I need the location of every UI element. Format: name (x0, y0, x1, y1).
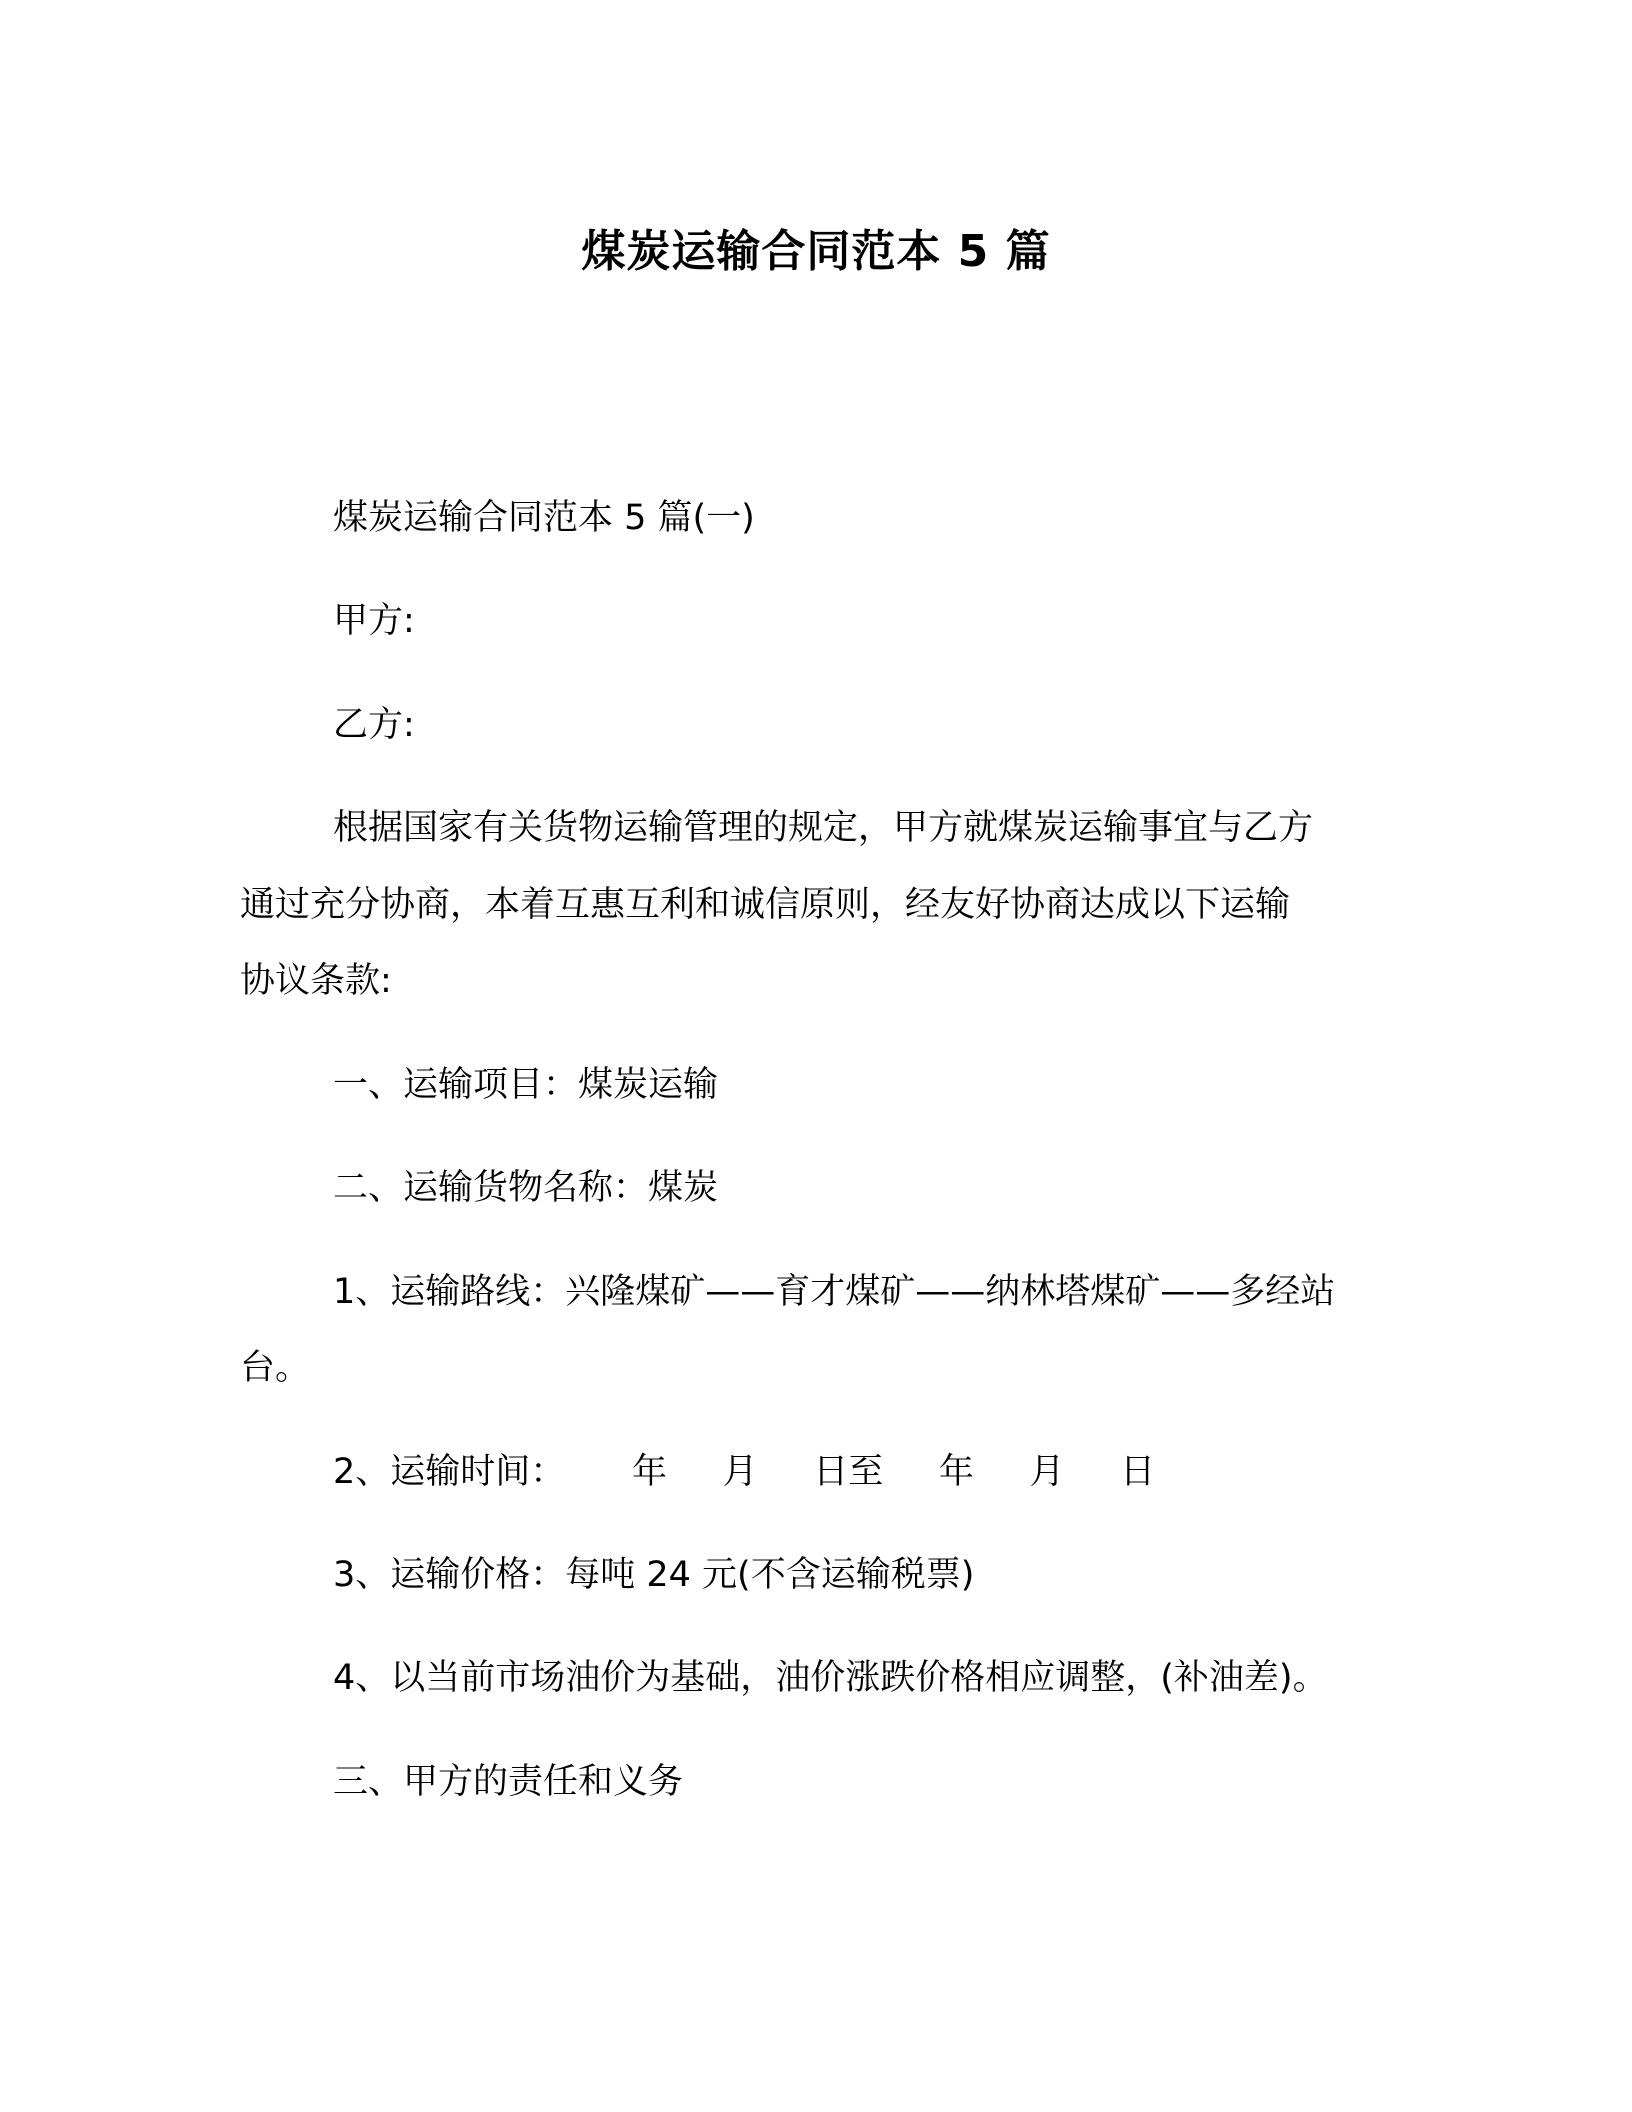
clause-transport-item: 一、运输项目：煤炭运输 (333, 1065, 719, 1105)
intro-paragraph-line: 根据国家有关货物运输管理的规定，甲方就煤炭运输事宜与乙方 (333, 808, 1314, 848)
clause-party-a-duties: 三、甲方的责任和义务 (333, 1762, 684, 1802)
item-route-continued: 台。 (240, 1348, 311, 1388)
item-transport-time: 2、运输时间： 年 月 日至 年 月 日 (333, 1452, 1156, 1492)
clause-cargo-name: 二、运输货物名称：煤炭 (333, 1168, 719, 1208)
item-transport-price: 3、运输价格：每吨 24 元(不含运输税票) (333, 1555, 975, 1595)
item-route: 1、运输路线：兴隆煤矿——育才煤矿——纳林塔煤矿——多经站 (333, 1272, 1336, 1312)
item-fuel-adjustment: 4、以当前市场油价为基础，油价涨跌价格相应调整，(补油差)。 (333, 1658, 1328, 1698)
section-heading: 煤炭运输合同范本 5 篇(一) (333, 498, 755, 538)
intro-paragraph-line: 通过充分协商，本着互惠互利和诚信原则，经友好协商达成以下运输 (240, 885, 1291, 925)
intro-paragraph-line: 协议条款: (240, 961, 392, 1001)
document-title: 煤炭运输合同范本 5 篇 (581, 226, 1051, 277)
party-a-label: 甲方: (333, 601, 415, 641)
party-b-label: 乙方: (333, 705, 415, 745)
